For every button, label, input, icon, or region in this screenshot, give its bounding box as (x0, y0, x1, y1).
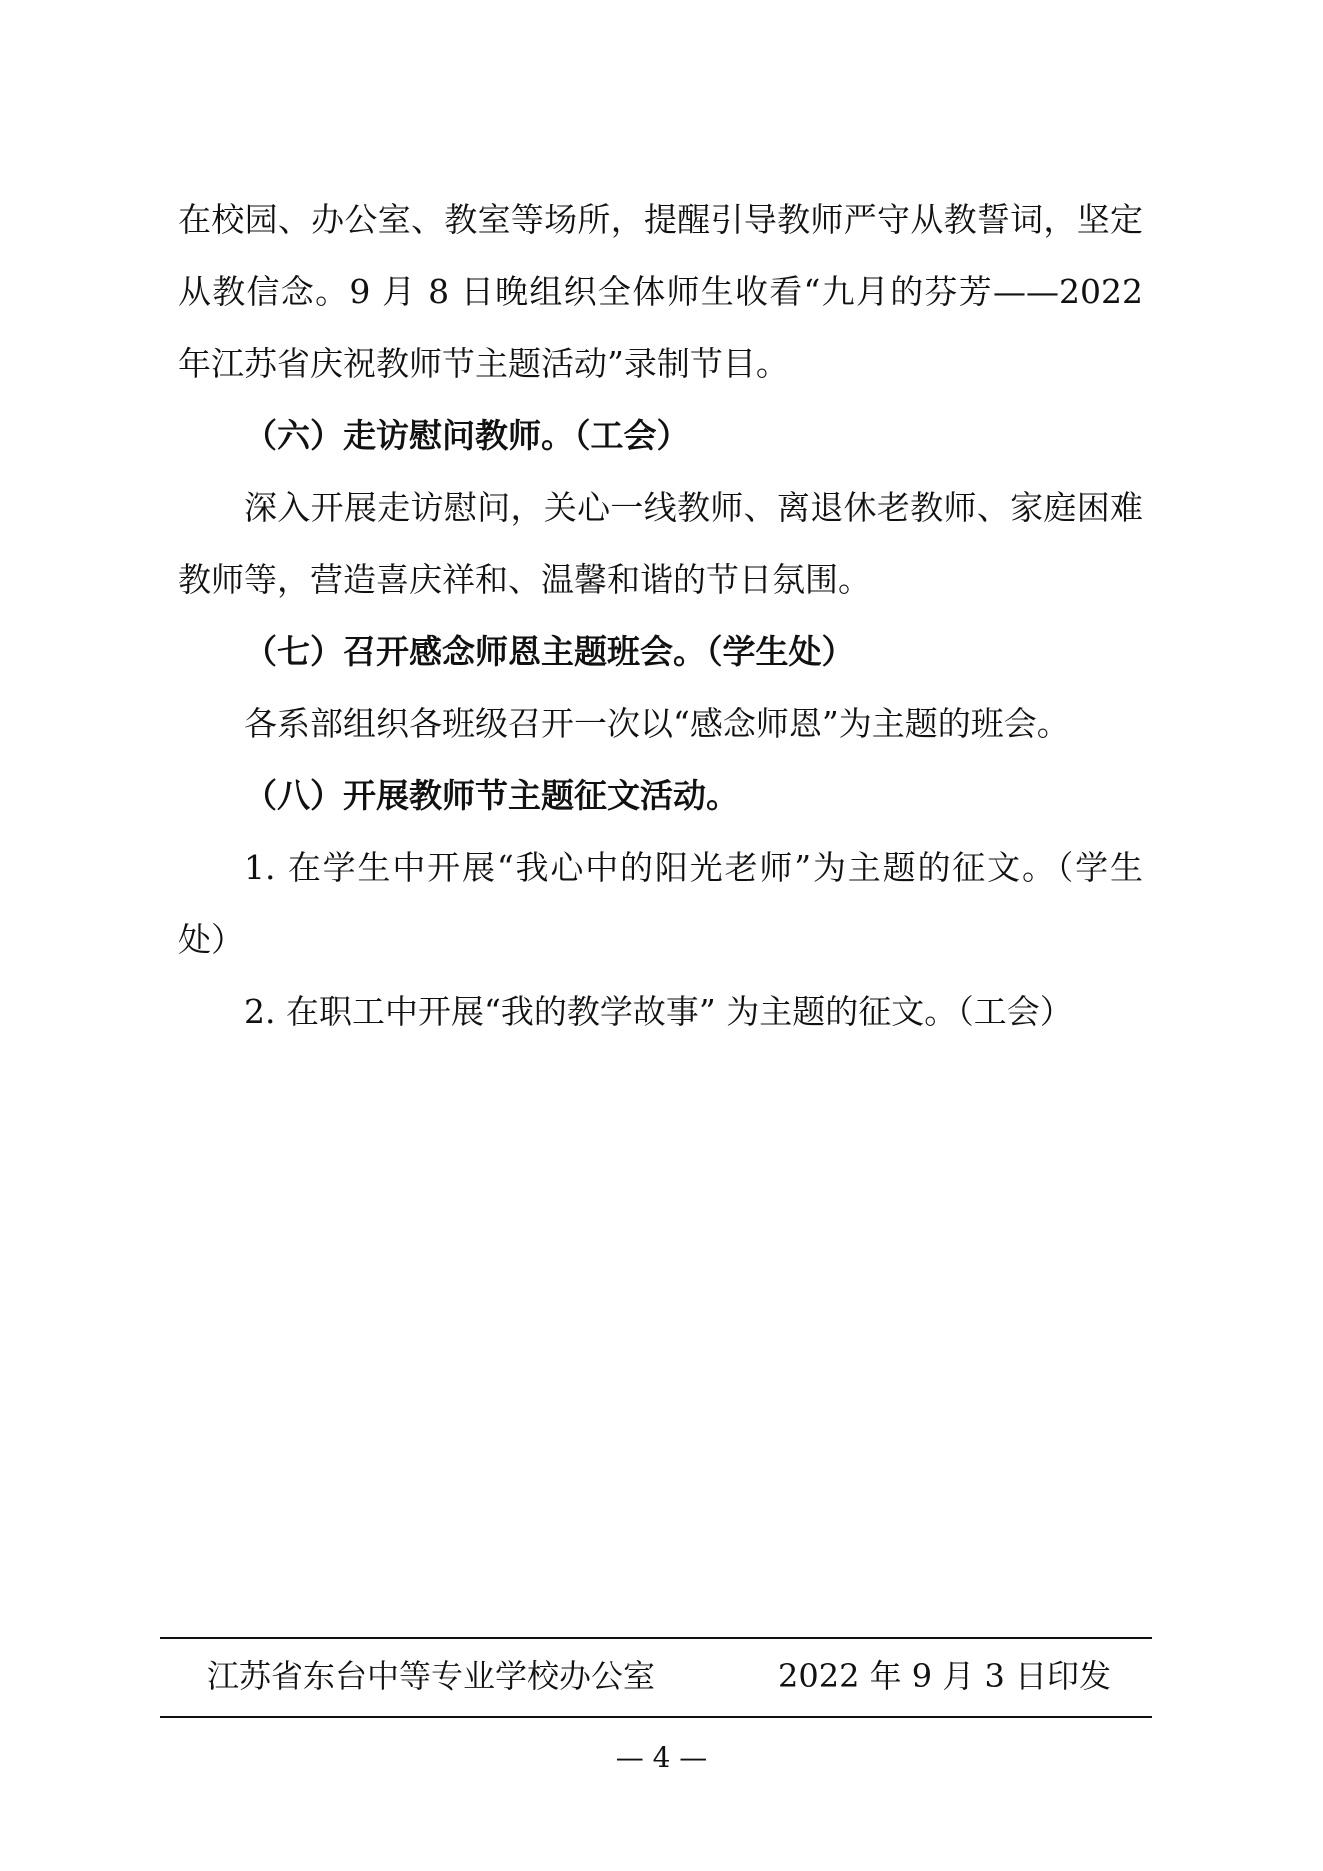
section-heading-visit-teachers: （六）走访慰问教师。（工会） (244, 416, 690, 455)
paragraph-visit-teachers: 深入开展走访慰问，关心一线教师、离退休老教师、家庭困难教师等，营造喜庆祥和、温馨和谐的节日氛围。 (178, 488, 1143, 599)
document-body (178, 184, 1154, 1048)
paragraph-class-meeting: 各系部组织各班级召开一次以“感念师恩”为主题的班会。 (244, 704, 1070, 743)
paragraph-staff-essay: 2. 在职工中开展“我的教学故事” 为主题的征文。（工会） (244, 992, 1073, 1031)
page-number: — 4 — (615, 1741, 708, 1774)
section-heading-essay-contest: （八）开展教师节主题征文活动。 (244, 776, 739, 815)
footer-top-rule (160, 1637, 1152, 1639)
footer-issue-date: 2022 年 9 月 3 日印发 (778, 1657, 1112, 1695)
section-heading-class-meeting: （七）召开感念师恩主题班会。（学生处） (244, 632, 855, 671)
paragraph-student-essay: 1. 在学生中开展“我心中的阳光老师”为主题的征文。（学生处） (178, 848, 1143, 959)
footer-issuer: 江苏省东台中等专业学校办公室 (207, 1657, 656, 1695)
footer-bottom-rule (160, 1716, 1152, 1718)
paragraph-study-oath: 在校园、办公室、教室等场所，提醒引导教师严守从教誓词，坚定从教信念。9 月 8 日晚组织全体师生收看“九月的芬芳——2022 年江苏省庆祝教师节主题活动”录制节目。 (178, 200, 1154, 383)
